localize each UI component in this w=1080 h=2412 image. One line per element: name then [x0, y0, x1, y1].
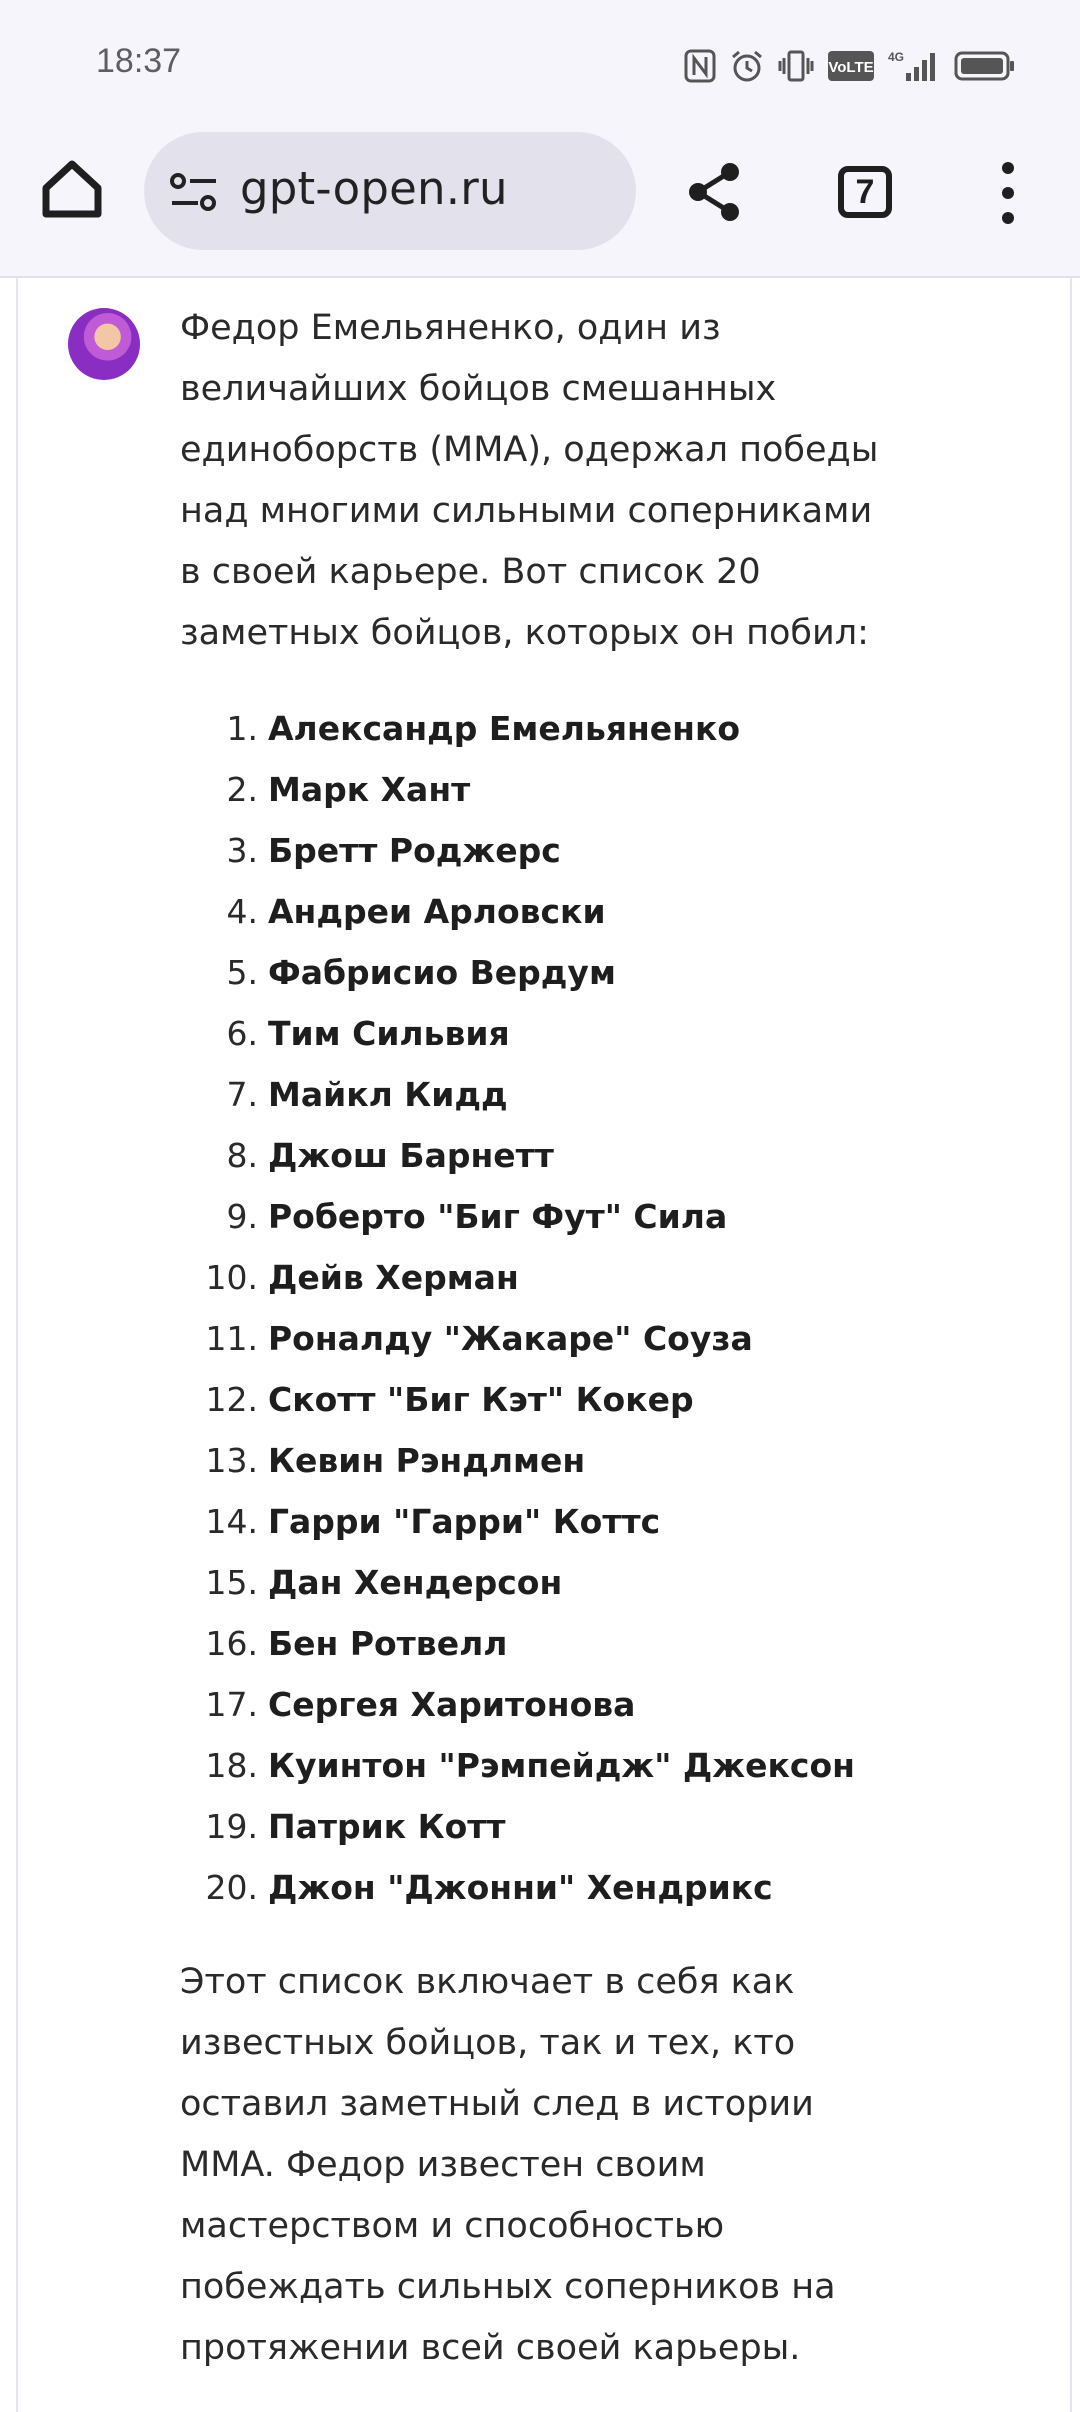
list-item: [180, 881, 880, 942]
list-item-number: 14.: [205, 1502, 258, 1541]
status-time: 18:37: [96, 42, 182, 80]
fighter-name: Майкл Кидд: [268, 1075, 508, 1114]
list-item-number: 2.: [226, 770, 258, 809]
fighter-name: Марк Хант: [268, 770, 471, 809]
list-item: [180, 1613, 880, 1674]
assistant-avatar: [68, 308, 140, 380]
list-item-number: 5.: [226, 953, 258, 992]
list-item: [180, 1186, 880, 1247]
fighter-name: Сергея Харитонова: [268, 1685, 636, 1724]
list-item: [180, 1857, 880, 1918]
fighter-name: Куинтон "Рэмпейдж" Джексон: [268, 1746, 855, 1785]
url-text[interactable]: gpt-open.ru: [240, 162, 508, 215]
assistant-message: [180, 298, 880, 2379]
menu-icon: [1002, 162, 1014, 174]
tab-switcher-button[interactable]: 7: [838, 166, 892, 218]
fighter-list: [180, 698, 880, 1918]
list-item-number: 20.: [205, 1868, 258, 1907]
fighter-name: Фабрисио Вердум: [268, 953, 616, 992]
list-item: [180, 1003, 880, 1064]
fighter-name: Дан Хендерсон: [268, 1563, 563, 1602]
list-item-number: 18.: [205, 1746, 258, 1785]
home-button[interactable]: [38, 150, 106, 230]
list-item-number: 10.: [205, 1258, 258, 1297]
list-item: [180, 1796, 880, 1857]
fighter-name: Патрик Котт: [268, 1807, 506, 1846]
answer-intro: Федор Емельяненко, один из величайших бойцов смешанных единоборств (MMA), одержал победы над многими сильными соперниками в своей карьере. Вот список 20 заметных бойцов, которых он побил:: [180, 308, 879, 653]
svg-text:VoLTE: VoLTE: [828, 59, 874, 76]
list-item-number: 1.: [226, 709, 258, 748]
answer-outro: Этот список включает в себя как известных бойцов, так и тех, кто оставил заметный след в истории MMA. Федор известен своим мастерством и способностью побеждать сильных соперников на протяжении всей своей карьеры.: [180, 1962, 836, 2368]
fighter-name: Роналду "Жакаре" Соуза: [268, 1319, 753, 1358]
list-item: [180, 1430, 880, 1491]
list-item: [180, 820, 880, 881]
fighter-name: Бретт Роджерс: [268, 831, 561, 870]
fighter-name: Гарри "Гарри" Коттс: [268, 1502, 661, 1541]
list-item: [180, 1308, 880, 1369]
list-item: [180, 1369, 880, 1430]
nfc-icon: [684, 49, 716, 83]
list-item-number: 3.: [226, 831, 258, 870]
fighter-name: Скотт "Биг Кэт" Кокер: [268, 1380, 694, 1419]
fighter-name: Бен Ротвелл: [268, 1624, 508, 1663]
signal-4g-icon: [888, 49, 940, 83]
list-item-number: 16.: [205, 1624, 258, 1663]
fighter-name: Джон "Джонни" Хендрикс: [268, 1868, 773, 1907]
list-item: [180, 942, 880, 1003]
list-item: [180, 1064, 880, 1125]
list-item: [180, 1125, 880, 1186]
list-item: [180, 1674, 880, 1735]
status-bar: [0, 0, 1080, 132]
list-item-number: 7.: [226, 1075, 258, 1114]
list-item: [180, 1247, 880, 1308]
list-item: [180, 698, 880, 759]
fighter-name: Джош Барнетт: [268, 1136, 554, 1175]
list-item-number: 6.: [226, 1014, 258, 1053]
site-settings-icon[interactable]: [170, 172, 218, 212]
fighter-name: Роберто "Биг Фут" Сила: [268, 1197, 728, 1236]
home-icon: [38, 150, 106, 230]
list-item: [180, 1491, 880, 1552]
volte-icon: [828, 51, 874, 81]
list-item: [180, 759, 880, 820]
battery-icon: [954, 50, 1016, 82]
list-item-number: 13.: [205, 1441, 258, 1480]
svg-text:4G: 4G: [888, 50, 905, 64]
fighter-name: Кевин Рэндлмен: [268, 1441, 586, 1480]
share-icon: [684, 160, 744, 224]
list-item-number: 17.: [205, 1685, 258, 1724]
list-item-number: 8.: [226, 1136, 258, 1175]
fighter-name: Андреи Арловски: [268, 892, 606, 931]
list-item-number: 15.: [205, 1563, 258, 1602]
list-item-number: 11.: [205, 1319, 258, 1358]
status-icons: [684, 46, 1016, 86]
menu-button[interactable]: [992, 162, 1024, 224]
share-button[interactable]: [684, 160, 744, 224]
list-item-number: 9.: [226, 1197, 258, 1236]
url-bar[interactable]: [144, 132, 636, 250]
fighter-name: Тим Сильвия: [268, 1014, 510, 1053]
list-item-number: 4.: [226, 892, 258, 931]
list-item-number: 19.: [205, 1807, 258, 1846]
vibrate-icon: [778, 49, 814, 83]
alarm-icon: [730, 49, 764, 83]
fighter-name: Дейв Херман: [268, 1258, 519, 1297]
list-item: [180, 1552, 880, 1613]
list-item: [180, 1735, 880, 1796]
fighter-name: Александр Емельяненко: [268, 709, 741, 748]
list-item-number: 12.: [205, 1380, 258, 1419]
